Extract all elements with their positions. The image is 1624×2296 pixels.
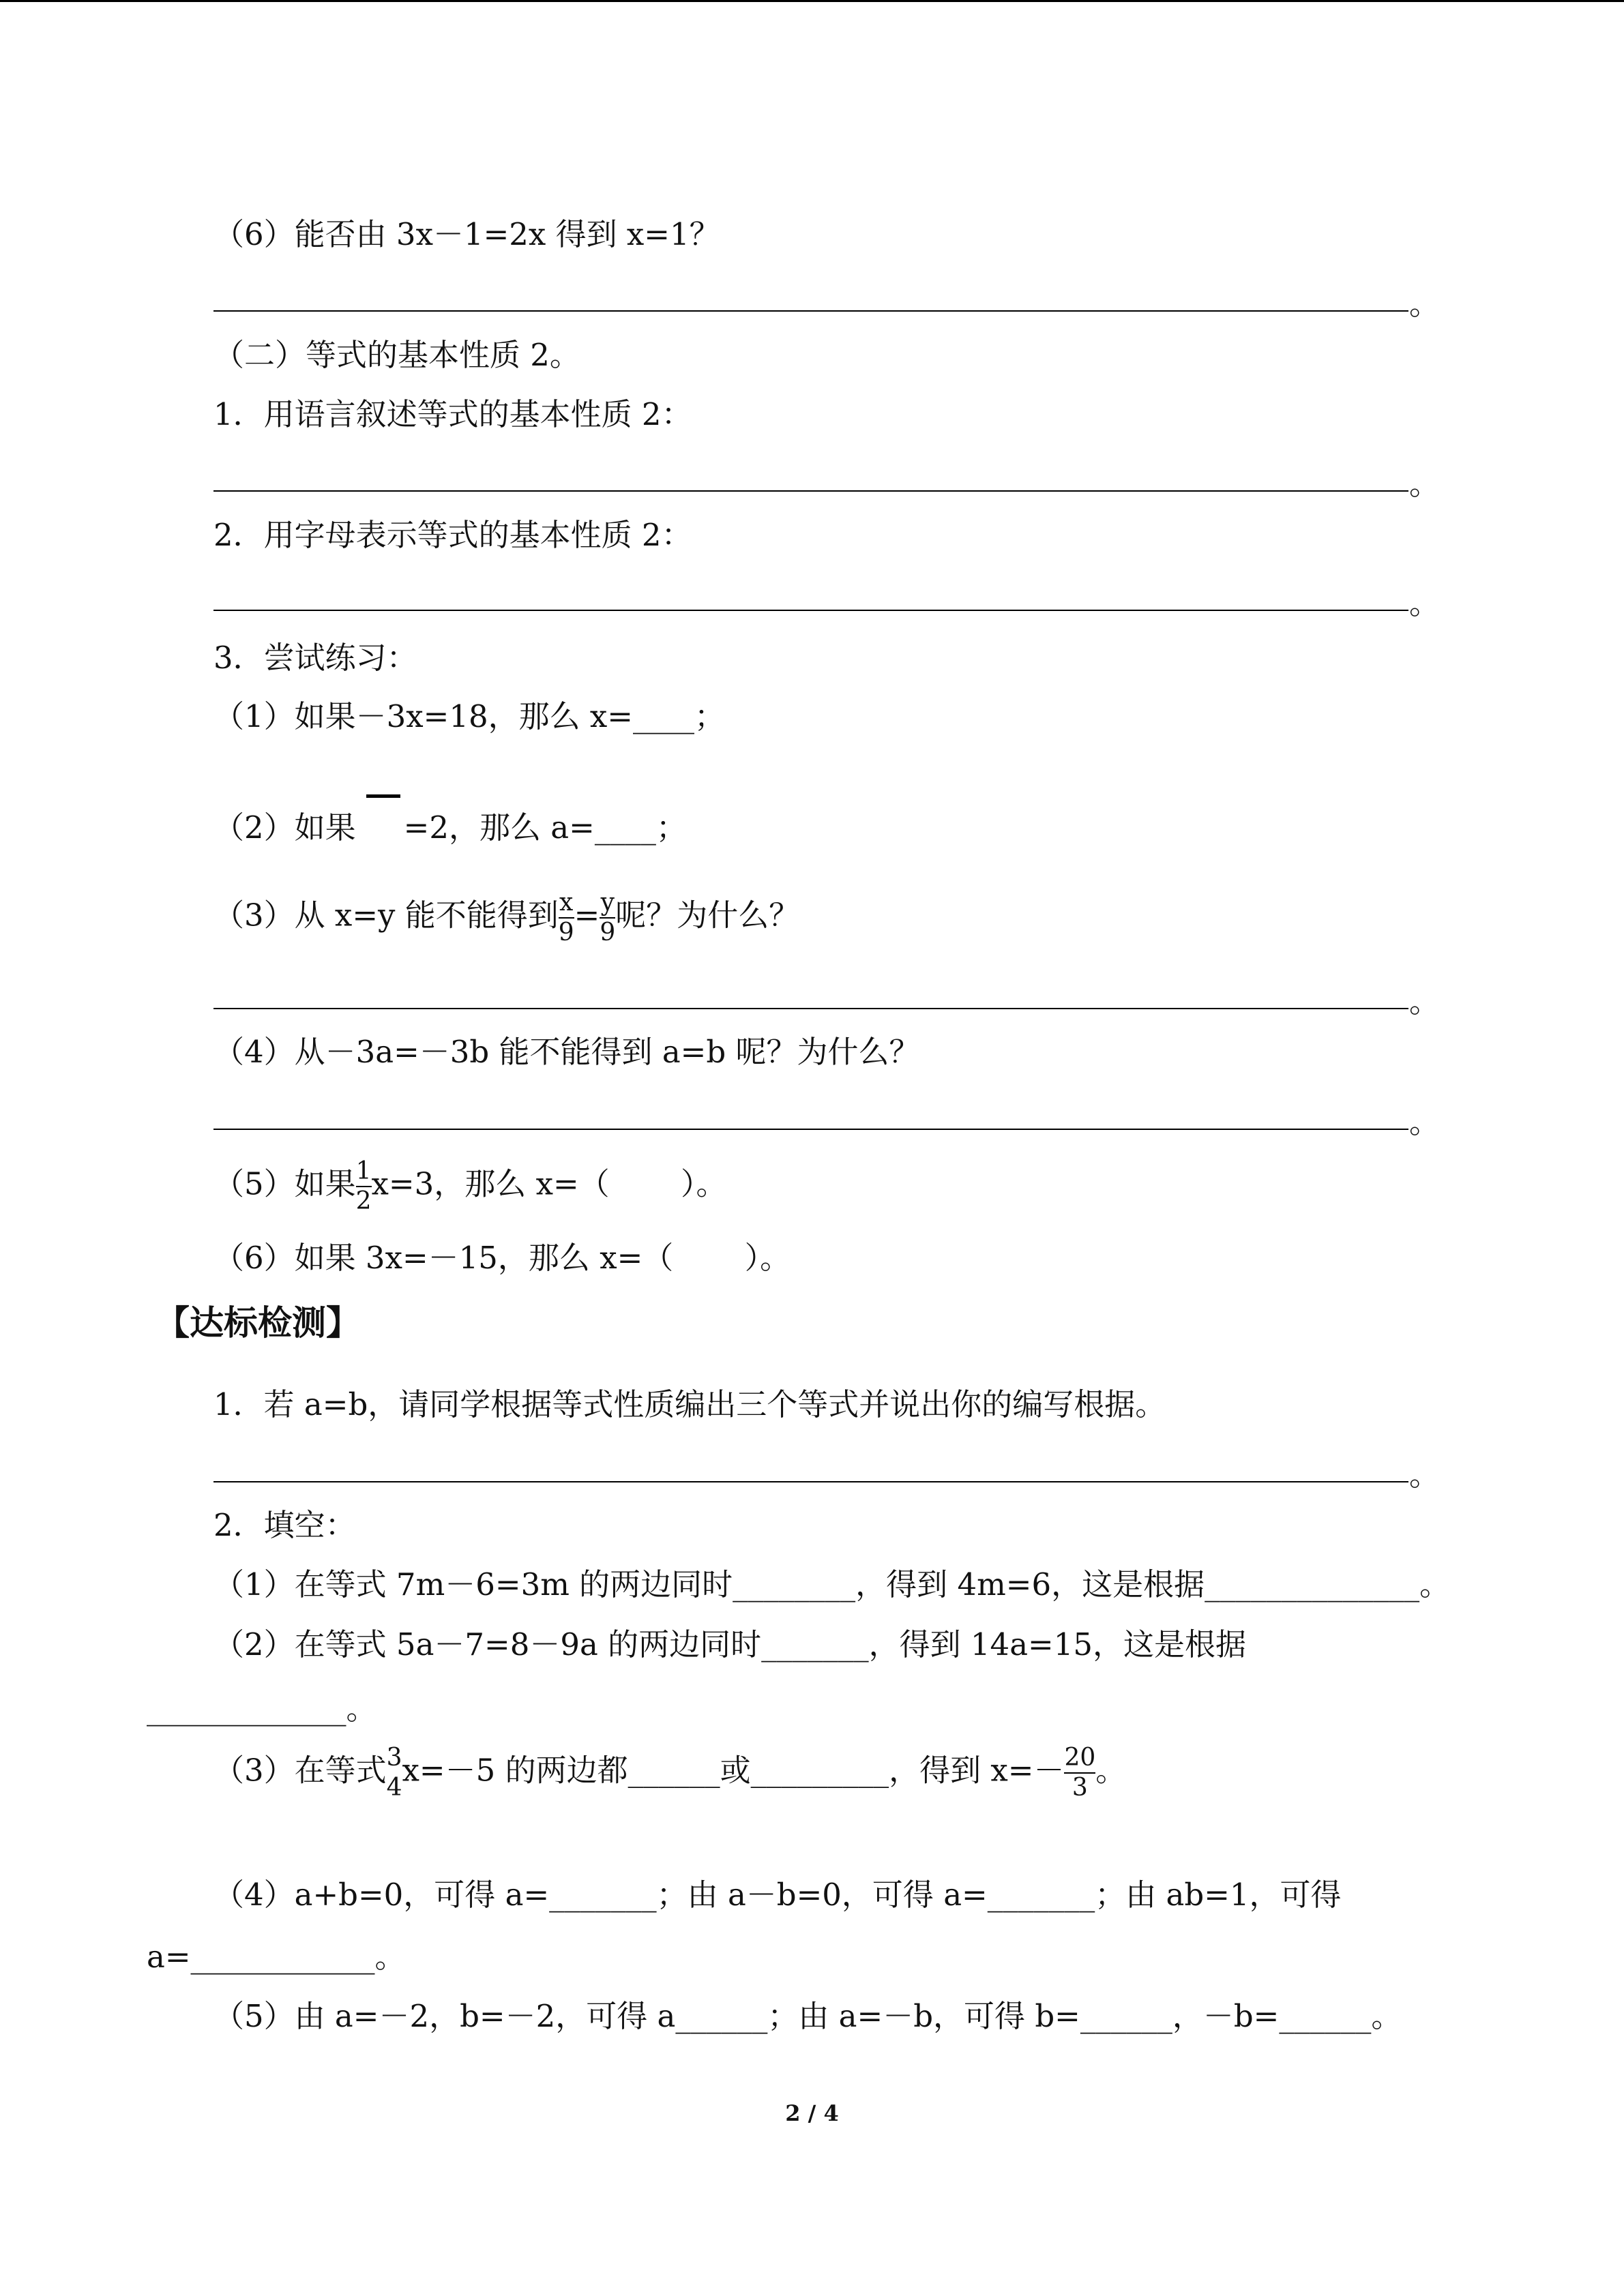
fill-3: [213, 1746, 1126, 1800]
answer-line: [213, 1008, 1408, 1009]
fill-3-suffix: 。: [1095, 1752, 1127, 1789]
answer-line: [213, 490, 1408, 492]
period: 。: [1409, 1457, 1441, 1493]
fill-4-continued: a=____________。: [147, 1939, 406, 1975]
fraction-x-over-9: $\frac{x}{9}$: [558, 889, 574, 946]
fill-2-continued: _____________。: [147, 1690, 377, 1727]
answer-line: [213, 1129, 1408, 1130]
practice-3: [213, 891, 799, 945]
section-heading: 【达标检测】: [156, 1302, 360, 1343]
fill-1: （1）在等式 7m－6=3m 的两边同时________，得到 4m=6，这是根据______________。: [213, 1566, 1451, 1602]
fraction-three-quarters: 3 4: [386, 1744, 402, 1802]
fraction-twenty-thirds: $\frac{20}{3}$: [1064, 1744, 1096, 1802]
answer-line: [213, 1481, 1408, 1482]
practice-1: （1）如果－3x=18，那么 x=____；: [213, 698, 725, 734]
fill-3-middle: x=－5 的两边都______或_________，得到 x=－: [402, 1752, 1065, 1789]
practice-5-suffix: x=3，那么 x=（ ）。: [371, 1165, 727, 1202]
practice-5: [213, 1159, 726, 1214]
practice-6: （6）如果 3x=－15，那么 x=（ ）。: [213, 1240, 791, 1276]
fraction-y-over-9: $\frac{y}{9}$: [600, 889, 616, 946]
period: 。: [1409, 286, 1441, 322]
practice-2-prefix: （2）如果: [213, 809, 356, 846]
period: 。: [1409, 466, 1441, 502]
page-number: 2 / 4: [785, 2100, 839, 2126]
section-2-title: （二）等式的基本性质 2。: [213, 337, 580, 373]
period: 。: [1409, 585, 1441, 621]
period: 。: [1409, 1104, 1441, 1140]
equals-sign: =: [574, 897, 600, 934]
fill-4: （4）a+b=0，可得 a=_______；由 a－b=0，可得 a=_______；由 ab=1，可得: [213, 1877, 1342, 1913]
practice-3-prefix: （3）从 x=y 能不能得到: [213, 897, 559, 934]
fill-5: （5）由 a=－2，b=－2，可得 a______；由 a=－b，可得 b=______，－b=______。: [213, 1998, 1402, 2034]
period: 。: [1409, 983, 1441, 1019]
fill-3-prefix: （3）在等式: [213, 1752, 387, 1789]
fraction-one-half: $\frac{1}{2}$: [355, 1157, 372, 1215]
test-1: 1．若 a=b，请同学根据等式性质编出三个等式并说出你的编写根据。: [213, 1386, 1166, 1422]
practice-4: （4）从－3a=－3b 能不能得到 a=b 呢？为什么？: [213, 1034, 920, 1070]
question-6: （6）能否由 3x－1=2x 得到 x=1？: [213, 216, 720, 252]
item-2: 2．用字母表示等式的基本性质 2：: [213, 517, 692, 553]
item-3: 3．尝试练习：: [213, 640, 417, 676]
top-border: [0, 0, 1624, 2]
practice-2-suffix: =2，那么 a=____；: [403, 809, 687, 846]
test-2: 2．填空：: [213, 1507, 356, 1543]
missing-fraction-bar: [366, 794, 400, 798]
fill-2: （2）在等式 5a－7=8－9a 的两边同时_______，得到 14a=15，这是根据: [213, 1626, 1246, 1663]
answer-line: [213, 310, 1408, 312]
practice-2: [213, 809, 687, 847]
item-1: 1．用语言叙述等式的基本性质 2：: [213, 396, 692, 432]
practice-3-suffix: 呢？为什么？: [615, 897, 800, 934]
practice-5-prefix: （5）如果: [213, 1165, 356, 1202]
answer-line: [213, 610, 1408, 611]
